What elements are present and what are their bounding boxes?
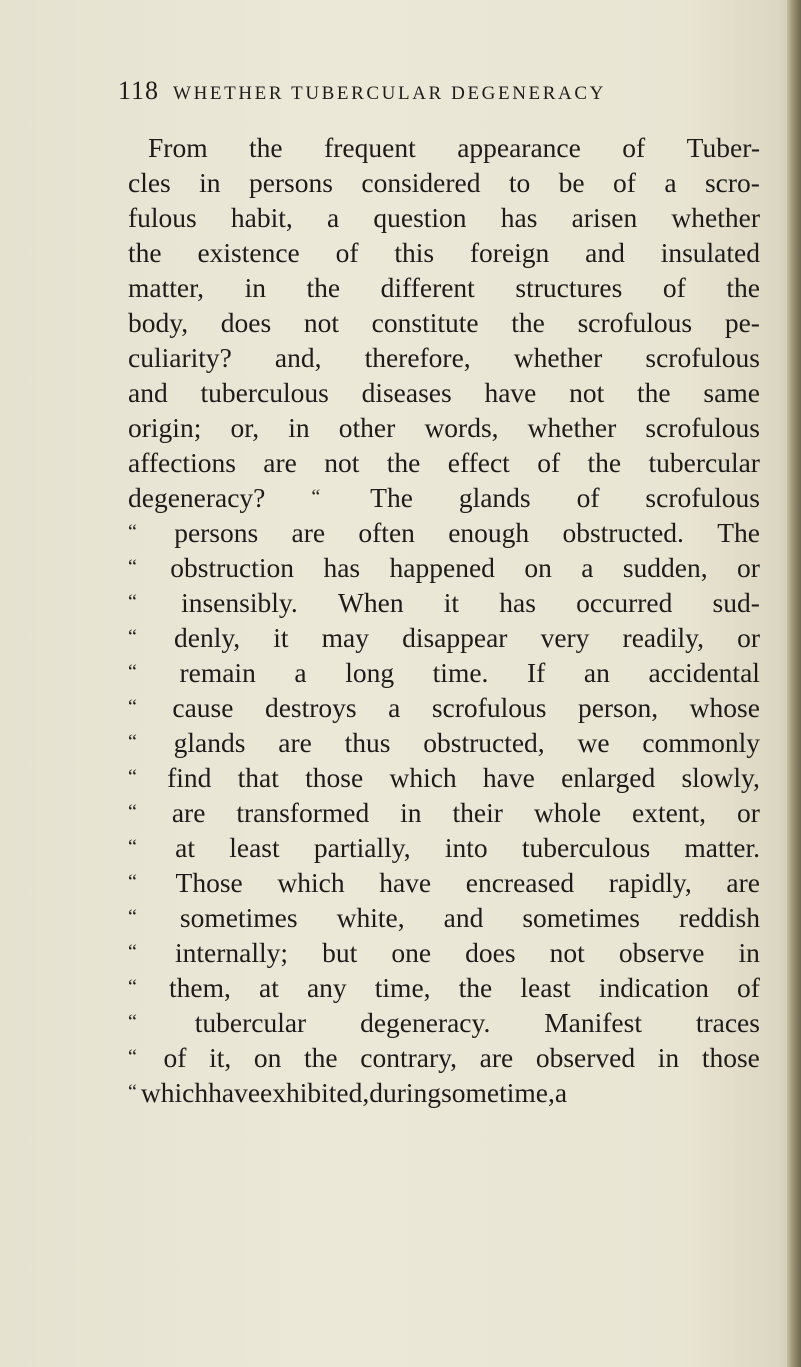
text-line: “ which have exhibited, during some time, a — [128, 1077, 568, 1108]
text-line: the existence of this foreign and insulated — [128, 237, 760, 268]
page-edge — [787, 0, 801, 1367]
text-line: From the frequent appearance of Tuber- — [148, 132, 760, 163]
text-line: “ sometimes white, and sometimes reddish — [128, 902, 760, 933]
text-line: “ persons are often enough obstructed. The — [128, 517, 760, 548]
text-line: “ obstruction has happened on a sudden, or — [128, 552, 760, 583]
running-head — [118, 76, 758, 110]
text-line: “ denly, it may disappear very readily, or — [128, 622, 760, 653]
text-line: “ remain a long time. If an accidental — [128, 657, 760, 688]
text-line: culiarity? and, therefore, whether scrofulous — [128, 342, 760, 373]
text-line: “ of it, on the contrary, are observed in those — [128, 1042, 760, 1073]
text-line: “ insensibly. When it has occurred sud- — [128, 587, 760, 618]
text-line: “ find that those which have enlarged slowly, — [128, 762, 760, 793]
text-line: “ at least partially, into tuberculous matter. — [128, 832, 760, 863]
text-line: fulous habit, a question has arisen whether — [128, 202, 760, 233]
text-line: cles in persons considered to be of a scro- — [128, 167, 760, 198]
text-line: “ are transformed in their whole extent, or — [128, 797, 760, 828]
text-line: “ internally; but one does not observe in — [128, 937, 760, 968]
page-number: 118 — [118, 76, 160, 105]
text-line: matter, in the different structures of the — [128, 272, 760, 303]
running-title: WHETHER TUBERCULAR DEGENERACY — [173, 83, 606, 104]
text-line: body, does not constitute the scrofulous pe- — [128, 307, 760, 338]
text-line: affections are not the effect of the tubercular — [128, 447, 760, 478]
text-line: “ cause destroys a scrofulous person, whose — [128, 692, 760, 723]
text-line: “ glands are thus obstructed, we commonly — [128, 727, 760, 758]
text-line: and tuberculous diseases have not the same — [128, 377, 760, 408]
text-line: “ tubercular degeneracy. Manifest traces — [128, 1007, 760, 1038]
text-line: “ them, at any time, the least indication of — [128, 972, 760, 1003]
body-text — [128, 130, 768, 1110]
text-line: degeneracy? “ The glands of scrofulous — [128, 482, 760, 513]
text-line: “ Those which have encreased rapidly, are — [128, 867, 760, 898]
text-line: origin; or, in other words, whether scrofulous — [128, 412, 760, 443]
